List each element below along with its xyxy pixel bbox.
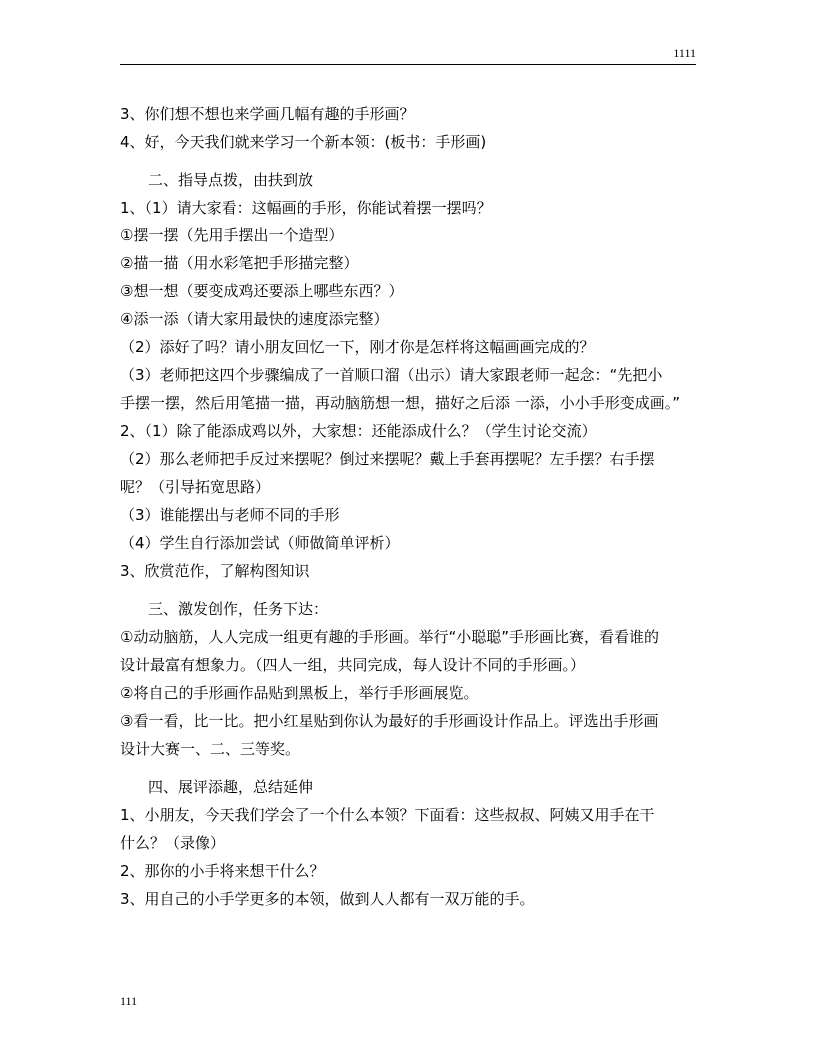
section-4-line: 3、用自己的小手学更多的本领，做到人人都有一双万能的手。	[120, 890, 535, 908]
section-2-line: ②描一描（用水彩笔把手形描完整）	[120, 254, 359, 272]
section-2-line: （3）老师把这四个步骤编成了一首顺口溜（出示）请大家跟老师一起念：“先把小	[120, 366, 663, 384]
section-2-line: ③想一想（要变成鸡还要添上哪些东西？）	[120, 282, 404, 300]
section-3-heading: 三、激发创作，任务下达：	[148, 600, 329, 618]
intro-line-1: 3、你们想不想也来学画几幅有趣的手形画？	[120, 105, 415, 123]
section-2-line: 3、欣赏范作，了解构图知识	[120, 562, 310, 580]
footer-page-number: 111	[120, 994, 138, 1008]
section-4-heading: 四、展评添趣，总结延伸	[148, 778, 314, 796]
section-2-heading: 二、指导点拨，由扶到放	[148, 171, 314, 189]
section-4-line: 1、小朋友，今天我们学会了一个什么本领？下面看：这些叔叔、阿姨又用手在干	[120, 806, 655, 824]
section-2-line: （2）那么老师把手反过来摆呢？倒过来摆呢？戴上手套再摆呢？左手摆？右手摆	[120, 450, 655, 468]
header-divider	[120, 64, 696, 65]
section-4-line: 2、那你的小手将来想干什么？	[120, 862, 325, 880]
section-2-line: （2）添好了吗？请小朋友回忆一下，刚才你是怎样将这幅画画完成的？	[120, 338, 595, 356]
section-3-line: 设计最富有想象力。（四人一组，共同完成，每人设计不同的手形画。）	[120, 656, 586, 674]
section-3-line: ②将自己的手形画作品贴到黑板上，举行手形画展览。	[120, 684, 479, 702]
section-3-line: ①动动脑筋，人人完成一组更有趣的手形画。举行“小聪聪”手形画比赛，看看谁的	[120, 628, 659, 646]
section-2-line: ①摆一摆（先用手摆出一个造型）	[120, 226, 344, 244]
section-2-line: ④添一添（请大家用最快的速度添完整）	[120, 310, 389, 328]
section-3-line: ③看一看，比一比。把小红星贴到你认为最好的手形画设计作品上。评选出手形画	[120, 712, 659, 730]
header-page-number: 1111	[673, 46, 696, 60]
section-2-line: 1、（1）请大家看：这幅画的手形，你能试着摆一摆吗？	[120, 199, 492, 217]
section-2-line: 2、（1）除了能添成鸡以外，大家想：还能添成什么？（学生讨论交流）	[120, 422, 597, 440]
intro-line-2: 4、好，今天我们就来学习一个新本领：(板书：手形画)	[120, 133, 487, 151]
section-4-line: 什么？（录像）	[120, 834, 226, 852]
section-2-line: （4）学生自行添加尝试（师做简单评析）	[120, 534, 400, 552]
section-2-line: 呢？（引导拓宽思路）	[120, 478, 271, 496]
section-2-line: 手摆一摆，然后用笔描一描，再动脑筋想一想，描好之后添 一添，小小手形变成画。”	[120, 394, 681, 412]
section-2-line: （3）谁能摆出与老师不同的手形	[120, 506, 340, 524]
section-3-line: 设计大赛一、二、三等奖。	[120, 740, 301, 758]
